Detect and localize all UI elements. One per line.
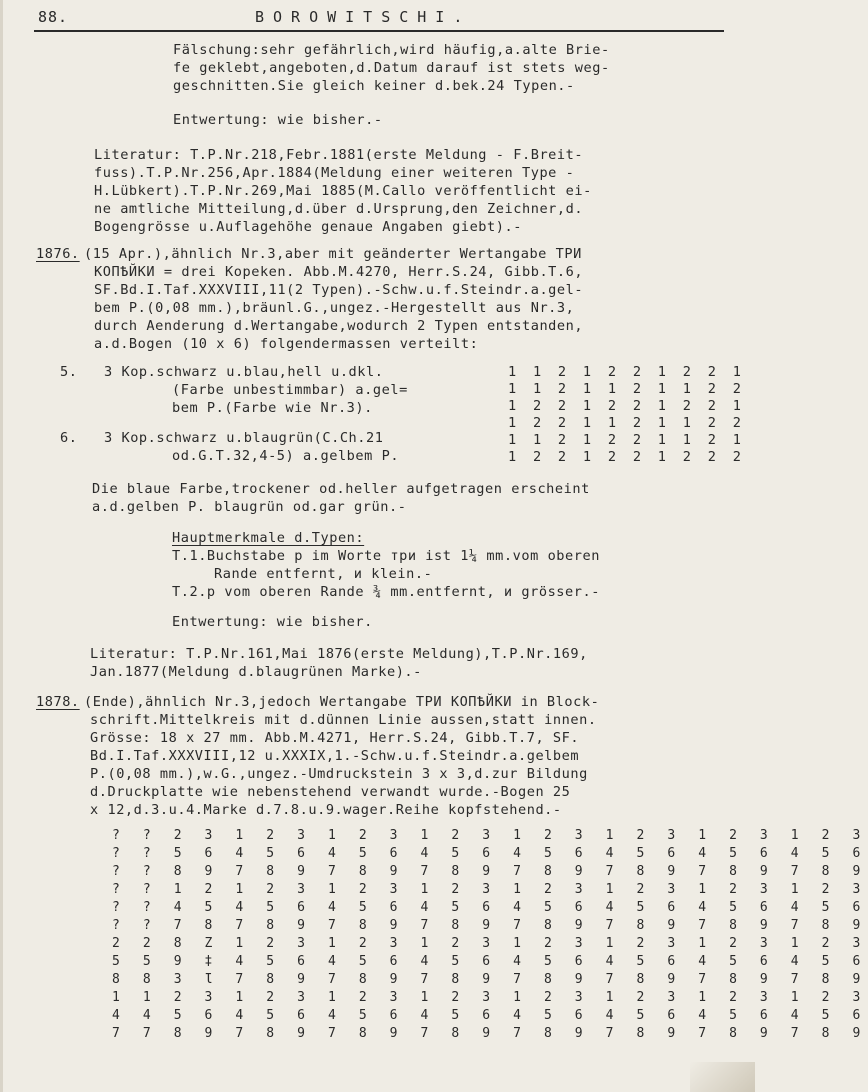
- issue1876-line-3: SF.Bd.I.Taf.XXXVIII,11(2 Typen).-Schw.u.f.Steindr.a.gel-: [94, 282, 584, 298]
- note-line-1: Die blaue Farbe,trockener od.heller aufgetragen erscheint: [92, 481, 590, 497]
- plate-grid-row-3: ? ? 8 9 7 8 9 7 8 9 7 8 9 7 8 9 7 8 9 7 8 9 7 8 9: [112, 864, 868, 879]
- literatur1-line-2: fuss).T.P.Nr.256,Apr.1884(Meldung einer weiteren Type -: [94, 165, 575, 181]
- page-corner-shadow: [690, 1062, 755, 1092]
- page-number: 88.: [38, 8, 69, 26]
- issue1876-line-2: КОПѢЙКИ = drei Kopeken. Abb.M.4270, Herr.S.24, Gibb.T.6,: [94, 264, 584, 280]
- plate-grid-row-11: 4 4 5 6 4 5 6 4 5 6 4 5 6 4 5 6 4 5 6 4 5 6 4 5 6: [112, 1008, 868, 1023]
- haupt-line-3: T.2.р vom oberen Rande ¾ mm.entfernt, и grösser.-: [172, 584, 600, 600]
- stamp-6-number: 6.: [60, 430, 78, 446]
- type-row-5: 1 1 2 1 2 2 1 1 2 1: [508, 432, 746, 448]
- plate-grid-row-4: ? ? 1 2 1 2 3 1 2 3 1 2 3 1 2 3 1 2 3 1 2 3 1 2 3: [112, 882, 868, 897]
- plate-grid-row-8: 5 5 9 ‡ 4 5 6 4 5 6 4 5 6 4 5 6 4 5 6 4 5 6 4 5 6: [112, 954, 868, 969]
- year-1876: 1876.: [36, 246, 80, 262]
- type-row-4: 1 2 2 1 1 2 1 1 2 2: [508, 415, 746, 431]
- haupt-line-2: Rande entfernt, и klein.-: [214, 566, 433, 582]
- note-line-2: a.d.gelben P. blaugrün od.gar grün.-: [92, 499, 407, 515]
- issue1878-line-4: Bd.I.Taf.XXXVIII,12 u.XXXIX,1.-Schw.u.f.Steindr.a.gelbem: [90, 748, 580, 764]
- plate-grid-row-12: 7 7 8 9 7 8 9 7 8 9 7 8 9 7 8 9 7 8 9 7 8 9 7 8 9: [112, 1026, 868, 1041]
- issue1876-line-6: a.d.Bogen (10 x 6) folgendermassen verteilt:: [94, 336, 479, 352]
- plate-grid-row-6: ? ? 7 8 7 8 9 7 8 9 7 8 9 7 8 9 7 8 9 7 8 9 7 8 9: [112, 918, 868, 933]
- issue1878-line-7: x 12,d.3.u.4.Marke d.7.8.u.9.wager.Reihe kopfstehend.-: [90, 802, 562, 818]
- issue1876-line-4: bem P.(0,08 mm.),bräunl.G.,ungez.-Hergestellt aus Nr.3,: [94, 300, 575, 316]
- haupt-line-1: T.1.Buchstabe р im Worte три ist 1¼ mm.vom oberen: [172, 548, 600, 564]
- plate-grid-row-1: ? ? 2 3 1 2 3 1 2 3 1 2 3 1 2 3 1 2 3 1 2 3 1 2 3: [112, 828, 868, 843]
- literatur2-line-2: Jan.1877(Meldung d.blaugrünen Marke).-: [90, 664, 422, 680]
- stamp-6-line-1: 3 Kop.schwarz u.blaugrün(C.Ch.21: [104, 430, 384, 446]
- issue1878-line-5: P.(0,08 mm.),w.G.,ungez.-Umdruckstein 3 x 3,d.zur Bildung: [90, 766, 588, 782]
- plate-grid-row-7: 2 2 8 Z 1 2 3 1 2 3 1 2 3 1 2 3 1 2 3 1 2 3 1 2 3: [112, 936, 868, 951]
- running-title: BOROWITSCHI.: [255, 8, 472, 26]
- plate-grid-row-2: ? ? 5 6 4 5 6 4 5 6 4 5 6 4 5 6 4 5 6 4 5 6 4 5 6: [112, 846, 868, 861]
- stamp-5-line-2: (Farbe unbestimmbar) a.gel=: [172, 382, 408, 398]
- issue1878-line-6: d.Druckplatte wie nebenstehend verwandt wurde.-Bogen 25: [90, 784, 571, 800]
- stamp-5-line-3: bem P.(Farbe wie Nr.3).: [172, 400, 373, 416]
- page-edge: [0, 0, 3, 1092]
- plate-grid-row-9: 8 8 3 Ɩ 7 8 9 7 8 9 7 8 9 7 8 9 7 8 9 7 8 9 7 8 9: [112, 972, 868, 987]
- stamp-5-number: 5.: [60, 364, 78, 380]
- year-1878: 1878.: [36, 694, 80, 710]
- issue1878-line-2: schrift.Mittelkreis mit d.dünnen Linie aussen,statt innen.: [90, 712, 597, 728]
- plate-grid-row-10: 1 1 2 3 1 2 3 1 2 3 1 2 3 1 2 3 1 2 3 1 2 3 1 2 3: [112, 990, 868, 1005]
- plate-grid-row-5: ? ? 4 5 4 5 6 4 5 6 4 5 6 4 5 6 4 5 6 4 5 6 4 5 6: [112, 900, 868, 915]
- issue1876-line-5: durch Aenderung d.Wertangabe,wodurch 2 Typen entstanden,: [94, 318, 584, 334]
- issue1878-line-1: (Ende),ähnlich Nr.3,jedoch Wertangabe ТРИ КОПѢЙКИ in Block-: [84, 694, 600, 710]
- type-row-1: 1 1 2 1 2 2 1 2 2 1: [508, 364, 746, 380]
- type-row-6: 1 2 2 1 2 2 1 2 2 2: [508, 449, 746, 465]
- entwertung-1: Entwertung: wie bisher.-: [173, 112, 383, 128]
- type-row-3: 1 2 2 1 2 2 1 2 2 1: [508, 398, 746, 414]
- literatur1-line-1: Literatur: T.P.Nr.218,Febr.1881(erste Meldung - F.Breit-: [94, 147, 584, 163]
- literatur1-line-4: ne amtliche Mitteilung,d.über d.Ursprung,den Zeichner,d.: [94, 201, 584, 217]
- literatur1-line-3: H.Lübkert).T.P.Nr.269,Mai 1885(M.Callo veröffentlicht ei-: [94, 183, 592, 199]
- falschung-line-3: geschnitten.Sie gleich keiner d.bek.24 Typen.-: [173, 78, 575, 94]
- issue1878-line-3: Grösse: 18 x 27 mm. Abb.M.4271, Herr.S.24, Gibb.T.7, SF.: [90, 730, 580, 746]
- haupt-title: Hauptmerkmale d.Typen:: [172, 530, 365, 546]
- falschung-line-1: Fälschung:sehr gefährlich,wird häufig,a.alte Brie-: [173, 42, 610, 58]
- type-row-2: 1 1 2 1 1 2 1 1 2 2: [508, 381, 746, 397]
- stamp-6-line-2: od.G.T.32,4-5) a.gelbem P.: [172, 448, 400, 464]
- stamp-5-line-1: 3 Kop.schwarz u.blau,hell u.dkl.: [104, 364, 384, 380]
- literatur1-line-5: Bogengrösse u.Auflagehöhe genaue Angaben giebt).-: [94, 219, 522, 235]
- entwertung-2: Entwertung: wie bisher.: [172, 614, 373, 630]
- falschung-line-2: fe geklebt,angeboten,d.Datum darauf ist stets weg-: [173, 60, 610, 76]
- issue1876-line-1: (15 Apr.),ähnlich Nr.3,aber mit geänderter Wertangabe ТРИ: [84, 246, 582, 262]
- literatur2-line-1: Literatur: T.P.Nr.161,Mai 1876(erste Meldung),T.P.Nr.169,: [90, 646, 588, 662]
- header-rule: [34, 30, 724, 32]
